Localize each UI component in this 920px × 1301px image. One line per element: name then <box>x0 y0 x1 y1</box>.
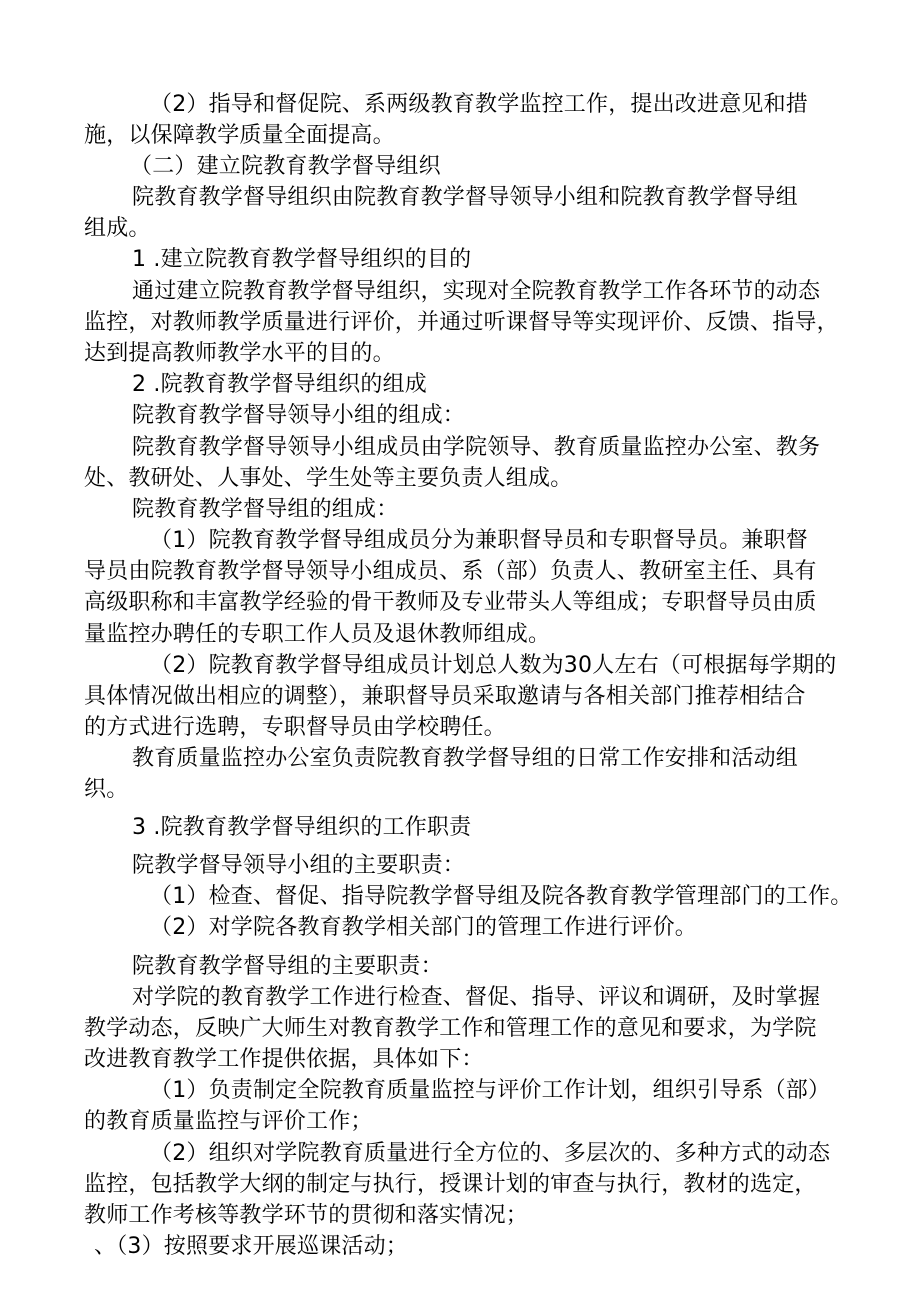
paragraph-line: 院教育教学督导领导小组的组成： <box>132 403 466 428</box>
paragraph-line: 导员由院教育教学督导领导小组成员、系（部）负责人、教研室主任、具有 <box>84 559 817 584</box>
paragraph-line: 监控，包括教学大纲的制定与执行，授课计划的审查与执行，教材的选定， <box>84 1172 817 1197</box>
paragraph-line: 院教学督导领导小组的主要职责： <box>132 853 466 878</box>
paragraph-line: （2）对学院各教育教学相关部门的管理工作进行评价。 <box>150 915 697 940</box>
paragraph-line: 监控，对教师教学质量进行评价，并通过听课督导等实现评价、反馈、指导， <box>84 310 839 335</box>
paragraph-line: （2）组织对学院教育质量进行全方位的、多层次的、多种方式的动态 <box>150 1141 831 1166</box>
paragraph-line: 达到提高教师教学水平的目的。 <box>84 341 395 366</box>
paragraph-line: 院教育教学督导组织由院教育教学督导领导小组和院教育教学督导组 <box>132 185 799 210</box>
paragraph-line: （1）院教育教学督导组成员分为兼职督导员和专职督导员。兼职督 <box>150 528 808 553</box>
paragraph-line: 处、教研处、人事处、学生处等主要负责人组成。 <box>84 466 573 491</box>
subsection-heading: 1 .建立院教育教学督导组织的目的 <box>132 247 472 272</box>
subsection-heading: 3 .院教育教学督导组织的工作职责 <box>132 815 472 840</box>
paragraph-line: 院教育教学督导组的组成： <box>132 497 399 522</box>
paragraph-line: （1）负责制定全院教育质量监控与评价工作计划，组织引导系（部） <box>150 1078 831 1103</box>
paragraph-line: 量监控办聘任的专职工作人员及退休教师组成。 <box>84 622 551 647</box>
paragraph-line: （1）检查、督促、指导院教学督导组及院各教育教学管理部门的工作。 <box>150 884 853 909</box>
paragraph-line: 具体情况做出相应的调整），兼职督导员采取邀请与各相关部门推荐相结合 <box>84 684 806 709</box>
paragraph-line: 施，以保障教学质量全面提高。 <box>84 123 395 148</box>
paragraph-line: 高级职称和丰富教学经验的骨干教师及专业带头人等组成；专职督导员由质 <box>84 590 817 615</box>
paragraph-line: 院教育教学督导组的主要职责： <box>132 954 443 979</box>
paragraph-line: 、（3）按照要求开展巡课活动； <box>94 1234 408 1259</box>
paragraph-line: 组成。 <box>84 216 151 241</box>
paragraph-line: （2）指导和督促院、系两级教育教学监控工作，提出改进意见和措 <box>150 92 808 117</box>
paragraph-line: 对学院的教育教学工作进行检查、督促、指导、评议和调研，及时掌握 <box>132 985 821 1010</box>
paragraph-line: 院教育教学督导领导小组成员由学院领导、教育质量监控办公室、教务 <box>132 435 821 460</box>
paragraph-line: 织。 <box>84 777 129 802</box>
paragraph-line: 教育质量监控办公室负责院教育教学督导组的日常工作安排和活动组 <box>132 746 799 771</box>
paragraph-line: 的教育质量监控与评价工作； <box>84 1109 373 1134</box>
subsection-heading: 2 .院教育教学督导组织的组成 <box>132 372 427 397</box>
paragraph-line: 的方式进行选聘，专职督导员由学校聘任。 <box>84 715 506 740</box>
paragraph-line: 教学动态，反映广大师生对教育教学工作和管理工作的意见和要求，为学院 <box>84 1016 817 1041</box>
paragraph-line: 教师工作考核等教学环节的贯彻和落实情况； <box>84 1203 529 1228</box>
paragraph-line: （2）院教育教学督导组成员计划总人数为30人左右（可根据每学期的 <box>150 653 837 678</box>
paragraph-line: 改进教育教学工作提供依据，具体如下： <box>84 1047 484 1072</box>
paragraph-line: 通过建立院教育教学督导组织，实现对全院教育教学工作各环节的动态 <box>132 279 821 304</box>
section-heading: （二）建立院教育教学督导组织 <box>130 154 441 179</box>
